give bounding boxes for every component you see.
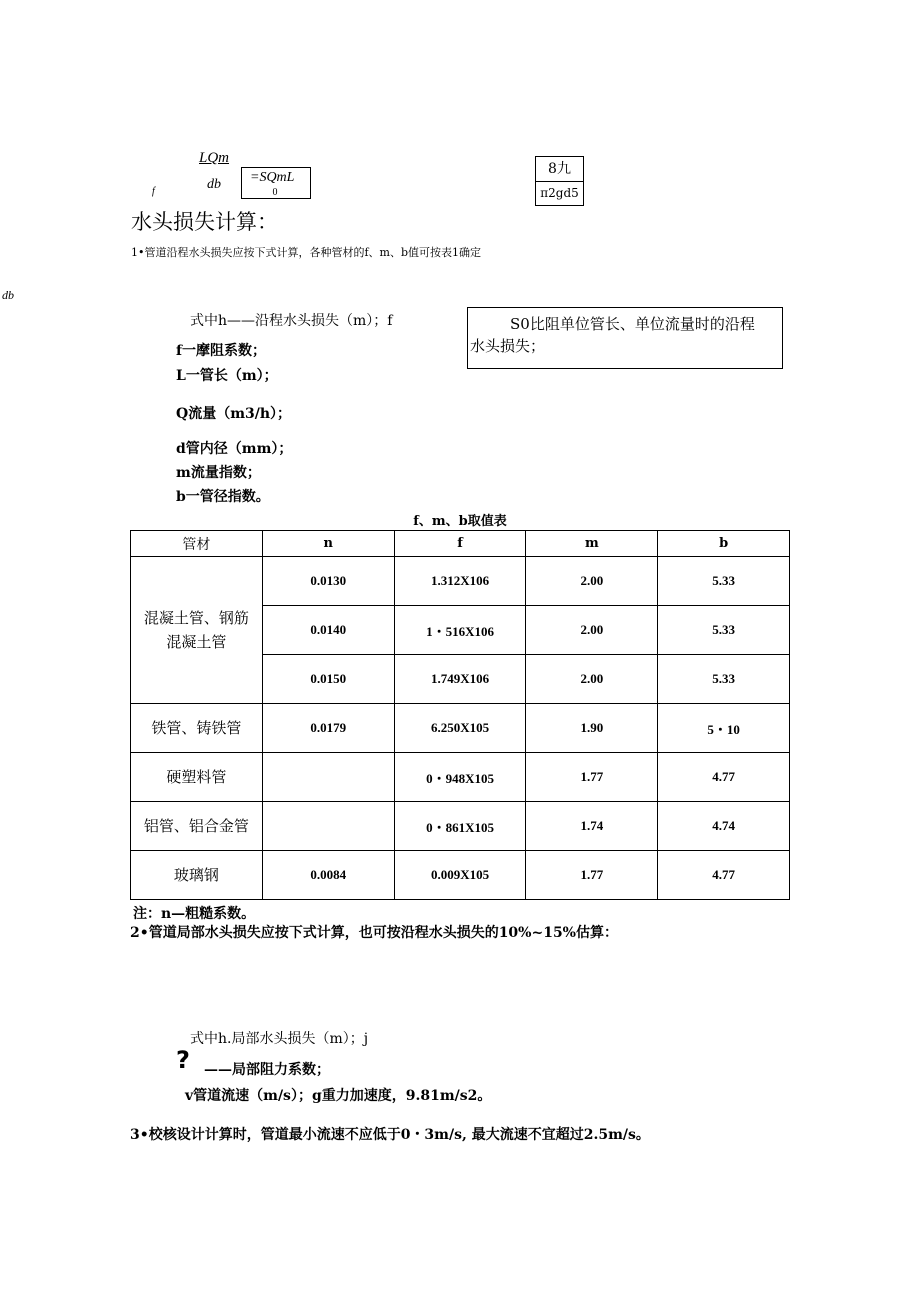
section-heading: 水头损失计算： — [131, 210, 278, 234]
cell-b: 5.33 — [658, 557, 790, 606]
formula-s0-subscript: 0 — [272, 187, 278, 198]
cell-b: 5.33 — [658, 655, 790, 704]
formula-denominator: db — [207, 177, 221, 192]
cell-n — [262, 802, 394, 851]
definition-f: f一摩阻系数； — [176, 343, 267, 359]
cell-n: 0.0140 — [262, 606, 394, 655]
cell-m: 2.00 — [526, 557, 658, 606]
cell-f: 1.312X106 — [394, 557, 526, 606]
definition-d: d管内径（mm）； — [176, 441, 293, 457]
formula-fraction-bottom: π2gd5 — [540, 186, 579, 200]
formula-f-label: f — [152, 186, 155, 197]
material-cell: 铝管、铝合金管 — [131, 802, 263, 851]
cell-f: 6.250X105 — [394, 704, 526, 753]
stray-db-label: db — [2, 288, 14, 302]
table-row — [131, 802, 790, 851]
local-loss-velocity: v管道流速（m/s）；g重力加速度，9.81m/s2。 — [185, 1088, 492, 1104]
s0-definition-box — [467, 307, 783, 369]
definition-l: L一管长（m）； — [176, 368, 278, 384]
local-loss-h: 式中h.局部水头损失（m）；j — [190, 1031, 369, 1047]
cell-n — [262, 753, 394, 802]
s0-definition-line1: S0比阻单位管长、单位流量时的沿程 — [510, 315, 755, 333]
cell-b: 4.77 — [658, 851, 790, 900]
formula-box-fraction — [535, 156, 584, 206]
table-row — [131, 753, 790, 802]
cell-n: 0.0130 — [262, 557, 394, 606]
formula-numerator: LQm — [199, 150, 230, 166]
material-cell: 铁管、铸铁管 — [131, 704, 263, 753]
cell-b: 5・10 — [658, 704, 790, 753]
cell-f: 0・948X105 — [394, 753, 526, 802]
local-loss-coefficient: ——局部阻力系数； — [204, 1062, 330, 1078]
cell-m: 1.74 — [526, 802, 658, 851]
cell-b: 4.77 — [658, 753, 790, 802]
cell-m: 2.00 — [526, 606, 658, 655]
header-n: n — [262, 531, 394, 557]
definition-m: m流量指数； — [176, 465, 261, 481]
header-material: 管材 — [131, 531, 263, 557]
cell-m: 1.90 — [526, 704, 658, 753]
definition-q: Q流量（m3/h）； — [176, 406, 292, 422]
definition-b: b一管径指数。 — [176, 489, 270, 505]
paragraph-1: 1•管道沿程水头损失应按下式计算，各种管材的f、m、b值可按表1确定 — [131, 246, 482, 259]
cell-f: 0・861X105 — [394, 802, 526, 851]
paragraph-3: 3•校核设计计算时，管道最小流速不应低于0・3m/s, 最大流速不宜超过2.5m/s。 — [130, 1127, 650, 1143]
header-b: b — [658, 531, 790, 557]
table-row — [131, 704, 790, 753]
missing-symbol-glyph: ? — [176, 1046, 190, 1074]
material-cell: 玻璃钢 — [131, 851, 263, 900]
formula-box-s0 — [241, 167, 311, 199]
cell-m: 1.77 — [526, 753, 658, 802]
cell-f: 1・516X106 — [394, 606, 526, 655]
formula-fraction-top: 8九 — [536, 157, 583, 182]
table-row — [131, 851, 790, 900]
material-cell: 硬塑料管 — [131, 753, 263, 802]
material-cell: 混凝土管、钢筋混凝土管 — [131, 557, 263, 704]
cell-n: 0.0084 — [262, 851, 394, 900]
cell-b: 4.74 — [658, 802, 790, 851]
cell-n: 0.0150 — [262, 655, 394, 704]
formula-s0-expression: =SQmL — [250, 170, 295, 185]
table-row — [131, 557, 790, 606]
fmb-values-table — [130, 530, 790, 900]
s0-definition-line2: 水头损失； — [470, 337, 546, 355]
cell-m: 1.77 — [526, 851, 658, 900]
header-f: f — [394, 531, 526, 557]
definition-h: 式中h——沿程水头损失（m）；f — [190, 313, 393, 329]
table-header-row — [131, 531, 790, 557]
cell-f: 0.009X105 — [394, 851, 526, 900]
table-note: 注：n—粗糙系数。 — [133, 906, 256, 922]
table-caption: f、m、b取值表 — [413, 514, 507, 529]
header-m: m — [526, 531, 658, 557]
cell-m: 2.00 — [526, 655, 658, 704]
cell-f: 1.749X106 — [394, 655, 526, 704]
cell-n: 0.0179 — [262, 704, 394, 753]
cell-b: 5.33 — [658, 606, 790, 655]
paragraph-2: 2•管道局部水头损失应按下式计算，也可按沿程水头损失的10%~15%估算： — [130, 925, 618, 941]
